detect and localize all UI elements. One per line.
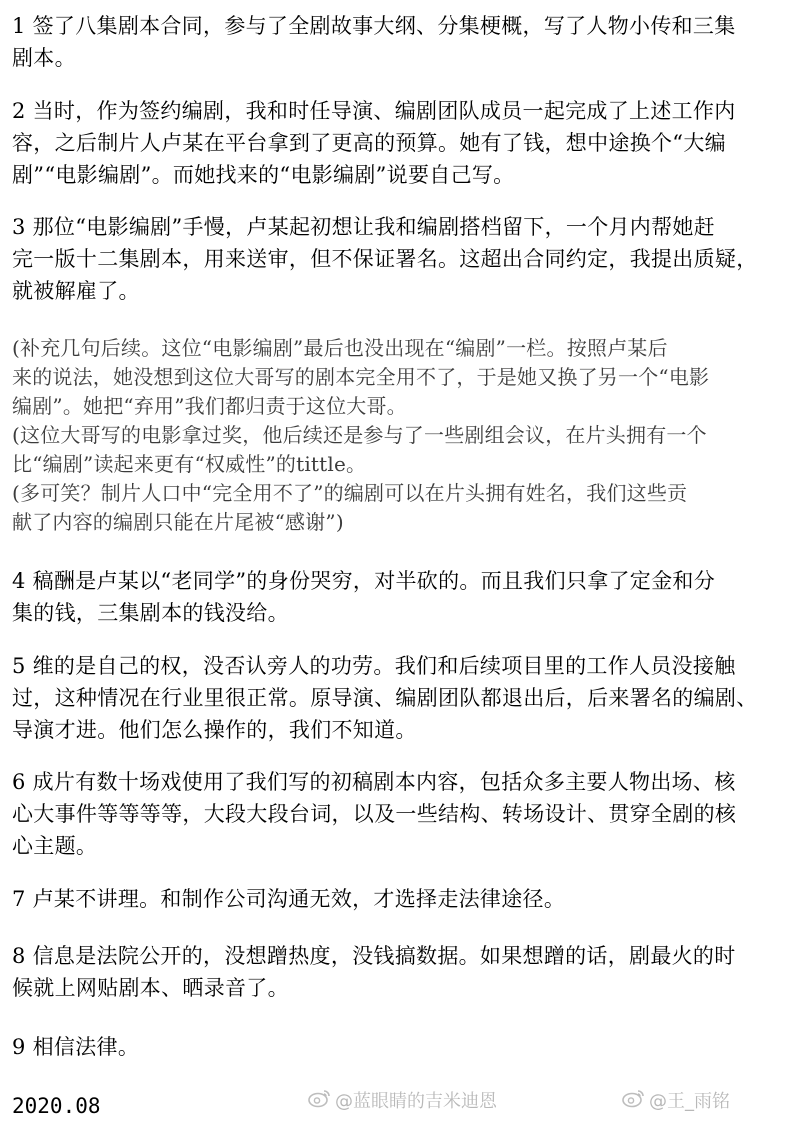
paragraph-line: 完一版十二集剧本，用来送审，但不保证署名。这超出合同约定，我提出质疑， <box>12 247 758 271</box>
document-date: 2020.08 <box>12 1094 101 1118</box>
paragraph-line: 3 那位“电影编剧”手慢，卢某起初想让我和编剧搭档留下，一个月内帮她赶 <box>12 215 716 239</box>
watermark-text: @蓝眼睛的吉米迪恩 <box>335 1091 497 1112</box>
note-line: 编剧”。她把“弃用”我们都归责于这位大哥。 <box>12 394 407 418</box>
watermark-1 <box>308 1085 497 1115</box>
watermark-text: @王_雨铭 <box>649 1091 730 1112</box>
paragraph-line: 候就上网贴剧本、晒录音了。 <box>12 976 289 1000</box>
paragraph-line: 导演才进。他们怎么操作的，我们不知道。 <box>12 718 417 742</box>
paragraph-4 <box>12 565 715 629</box>
paragraph-9 <box>12 1031 139 1063</box>
weibo-icon <box>622 1088 649 1113</box>
paragraph-line: 8 信息是法院公开的，没想蹭热度，没钱搞数据。如果想蹭的话，剧最火的时 <box>12 944 736 968</box>
note-line: 比“编剧”读起来更有“权威性”的tittle。 <box>12 452 367 476</box>
paragraph-line: 9 相信法律。 <box>12 1035 140 1059</box>
paragraph-line: 就被解雇了。 <box>12 279 140 303</box>
paragraph-3 <box>12 211 758 307</box>
paragraph-line: 心大事件等等等等，大段大段台词，以及一些结构、转场设计、贯穿全剧的核 <box>12 802 737 826</box>
note-line: (这位大哥写的电影拿过奖，他后续还是参与了一些剧组会议，在片头拥有一个 <box>12 423 707 447</box>
note-line: 来的说法，她没想到这位大哥写的剧本完全用不了，于是她又换了另一个“电影 <box>12 365 710 389</box>
note-line: 献了内容的编剧只能在片尾被“感谢”) <box>12 510 344 534</box>
paragraph-line: 心主题。 <box>12 834 98 858</box>
paragraph-2 <box>12 95 736 191</box>
paragraph-line: 过，这种情况在行业里很正常。原导演、编剧团队都退出后，后来署名的编剧、 <box>12 686 758 710</box>
weibo-icon <box>308 1088 335 1113</box>
paragraph-7 <box>12 883 565 915</box>
paragraph-line: 剧本。 <box>12 46 76 70</box>
paragraph-line: 容，之后制片人卢某在平台拿到了更高的预算。她有了钱，想中途换个“大编 <box>12 131 726 155</box>
paragraph-6 <box>12 766 736 862</box>
note-line: (多可笑？制片人口中“完全用不了”的编剧可以在片头拥有姓名，我们这些贡 <box>12 481 688 505</box>
paragraph-line: 6 成片有数十场戏使用了我们写的初稿剧本内容，包括众多主要人物出场、核 <box>12 770 736 794</box>
paragraph-line: 集的钱，三集剧本的钱没给。 <box>12 601 289 625</box>
paragraph-line: 2 当时，作为签约编剧，我和时任导演、编剧团队成员一起完成了上述工作内 <box>12 99 736 123</box>
paragraph-1 <box>12 10 736 74</box>
paragraph-line: 剧”“电影编剧”。而她找来的“电影编剧”说要自己写。 <box>12 163 515 187</box>
paragraph-line: 1 签了八集剧本合同，参与了全剧故事大纲、分集梗概，写了人物小传和三集 <box>12 14 736 38</box>
paragraph-line: 5 维的是自己的权，没否认旁人的功劳。我们和后续项目里的工作人员没接触 <box>12 654 736 678</box>
watermark-2 <box>622 1085 730 1115</box>
paragraph-line: 4 稿酬是卢某以“老同学”的身份哭穷，对半砍的。而且我们只拿了定金和分 <box>12 569 716 593</box>
note-line: (补充几句后续。这位“电影编剧”最后也没出现在“编剧”一栏。按照卢某后 <box>12 336 668 360</box>
paragraph-8 <box>12 940 736 1004</box>
paragraph-5 <box>12 650 758 746</box>
supplementary-notes <box>12 334 709 537</box>
paragraph-line: 7 卢某不讲理。和制作公司沟通无效，才选择走法律途径。 <box>12 887 566 911</box>
